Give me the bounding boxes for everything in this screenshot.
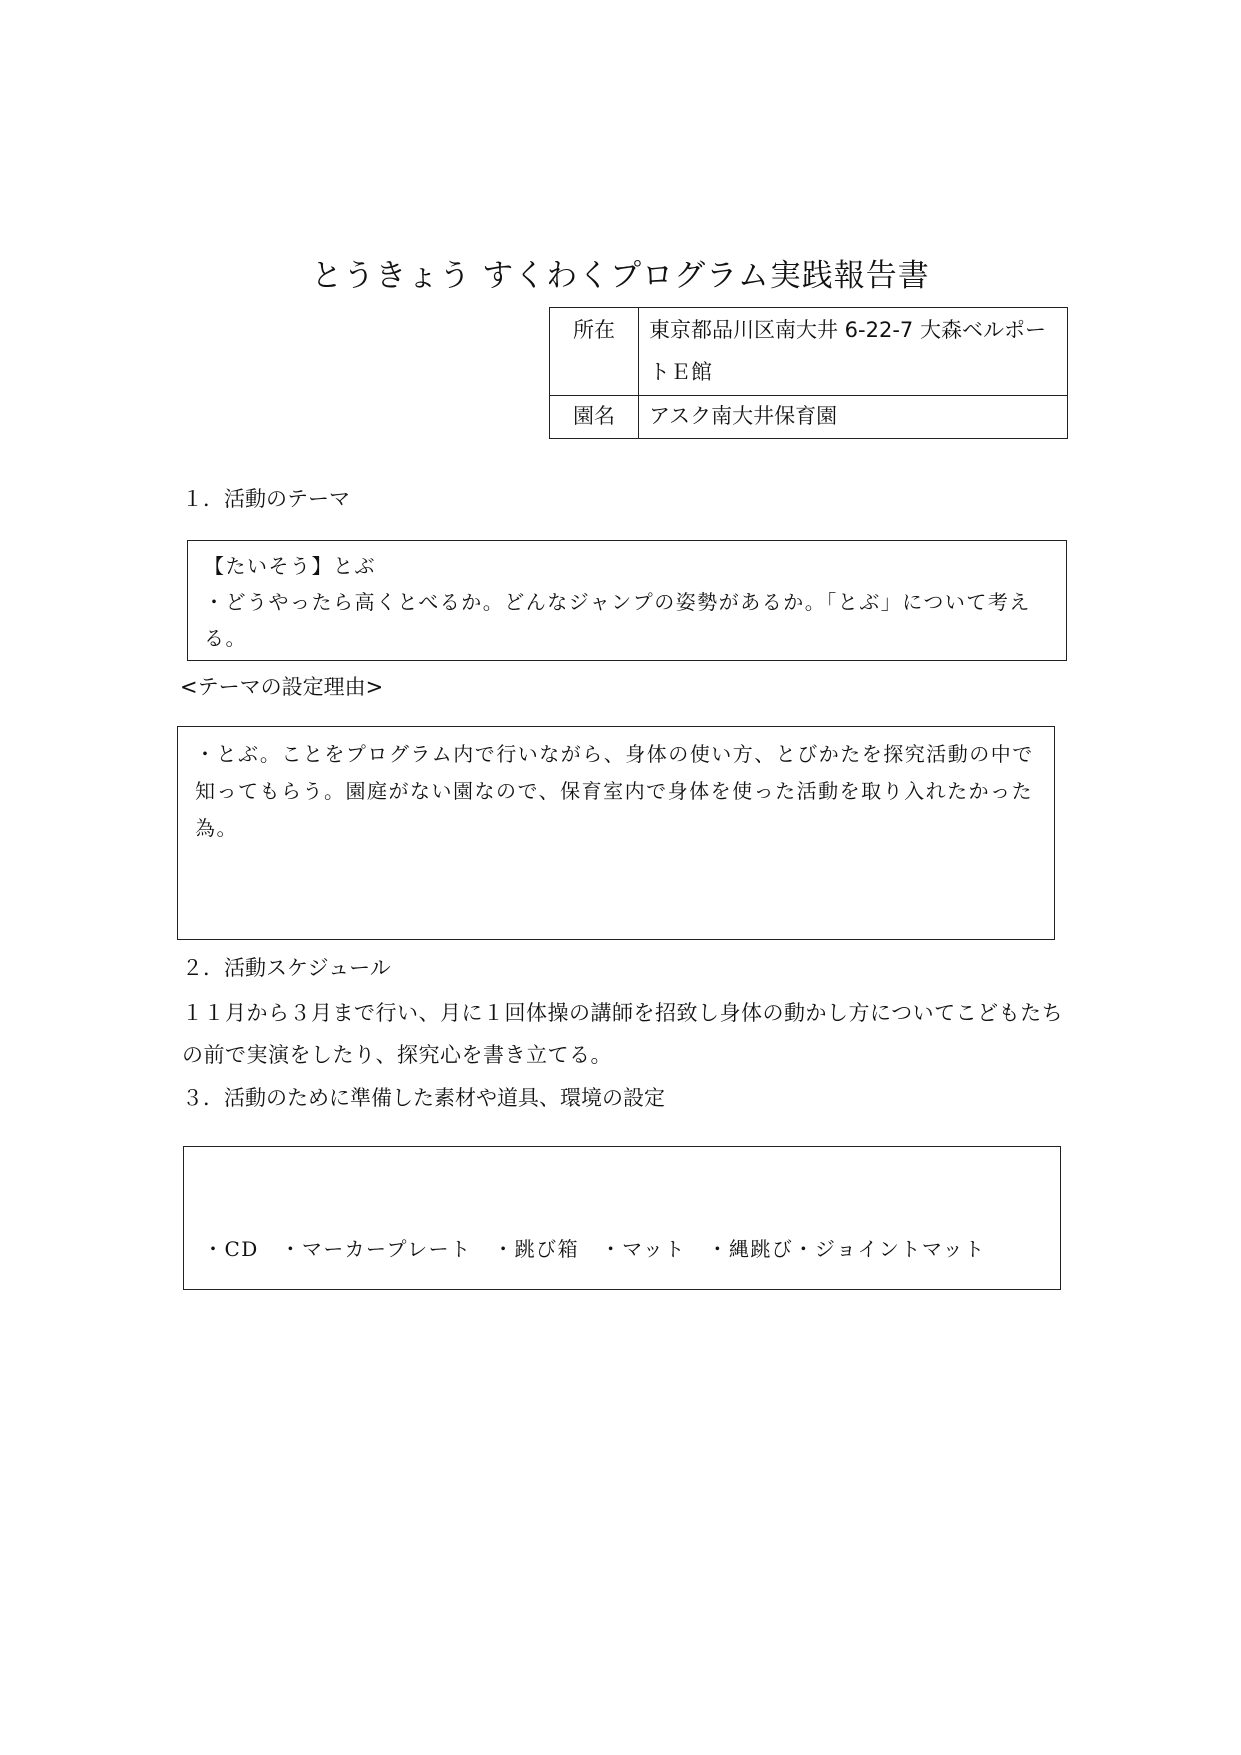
address-value: 東京都品川区南大井 6-22-7 大森ベルポートＥ館	[639, 308, 1068, 396]
section1-heading: １．活動のテーマ	[182, 487, 350, 511]
address-row	[550, 308, 1068, 396]
address-label: 所在	[550, 308, 639, 396]
theme-box	[187, 540, 1067, 661]
theme-reason-box	[177, 726, 1055, 940]
theme-reason-heading: <テーマの設定理由>	[180, 675, 384, 699]
materials-box	[183, 1146, 1061, 1290]
facility-name-row	[550, 396, 1068, 439]
facility-name-label: 園名	[550, 396, 639, 439]
document-title: とうきょう すくわくプログラム実践報告書	[311, 258, 930, 294]
section2-heading: ２．活動スケジュール	[182, 956, 391, 980]
schedule-text: １１月から３月まで行い、月に１回体操の講師を招致し身体の動かし方についてこどもたちの前で実演をしたり、探究心を書き立てる。	[182, 1001, 1064, 1067]
theme-text: ・どうやったら高くとべるか。どんなジャンプの姿勢があるか。「とぶ」について考える。	[204, 590, 1031, 650]
theme-reason-text: ・とぶ。ことをプログラム内で行いながら、身体の使い方、とびかたを探究活動の中で知ってもらう。園庭がない園なので、保育室内で身体を使った活動を取り入れたかった為。	[195, 742, 1034, 840]
materials-text: ・CD ・マーカープレート ・跳び箱 ・マット ・縄跳び・ジョイントマット	[203, 1237, 986, 1261]
facility-info-table	[549, 307, 1068, 439]
facility-name-value: アスク南大井保育園	[639, 396, 1068, 439]
theme-title: 【たいそう】とぶ	[204, 554, 376, 578]
section3-heading: ３．活動のために準備した素材や道具、環境の設定	[182, 1086, 665, 1110]
